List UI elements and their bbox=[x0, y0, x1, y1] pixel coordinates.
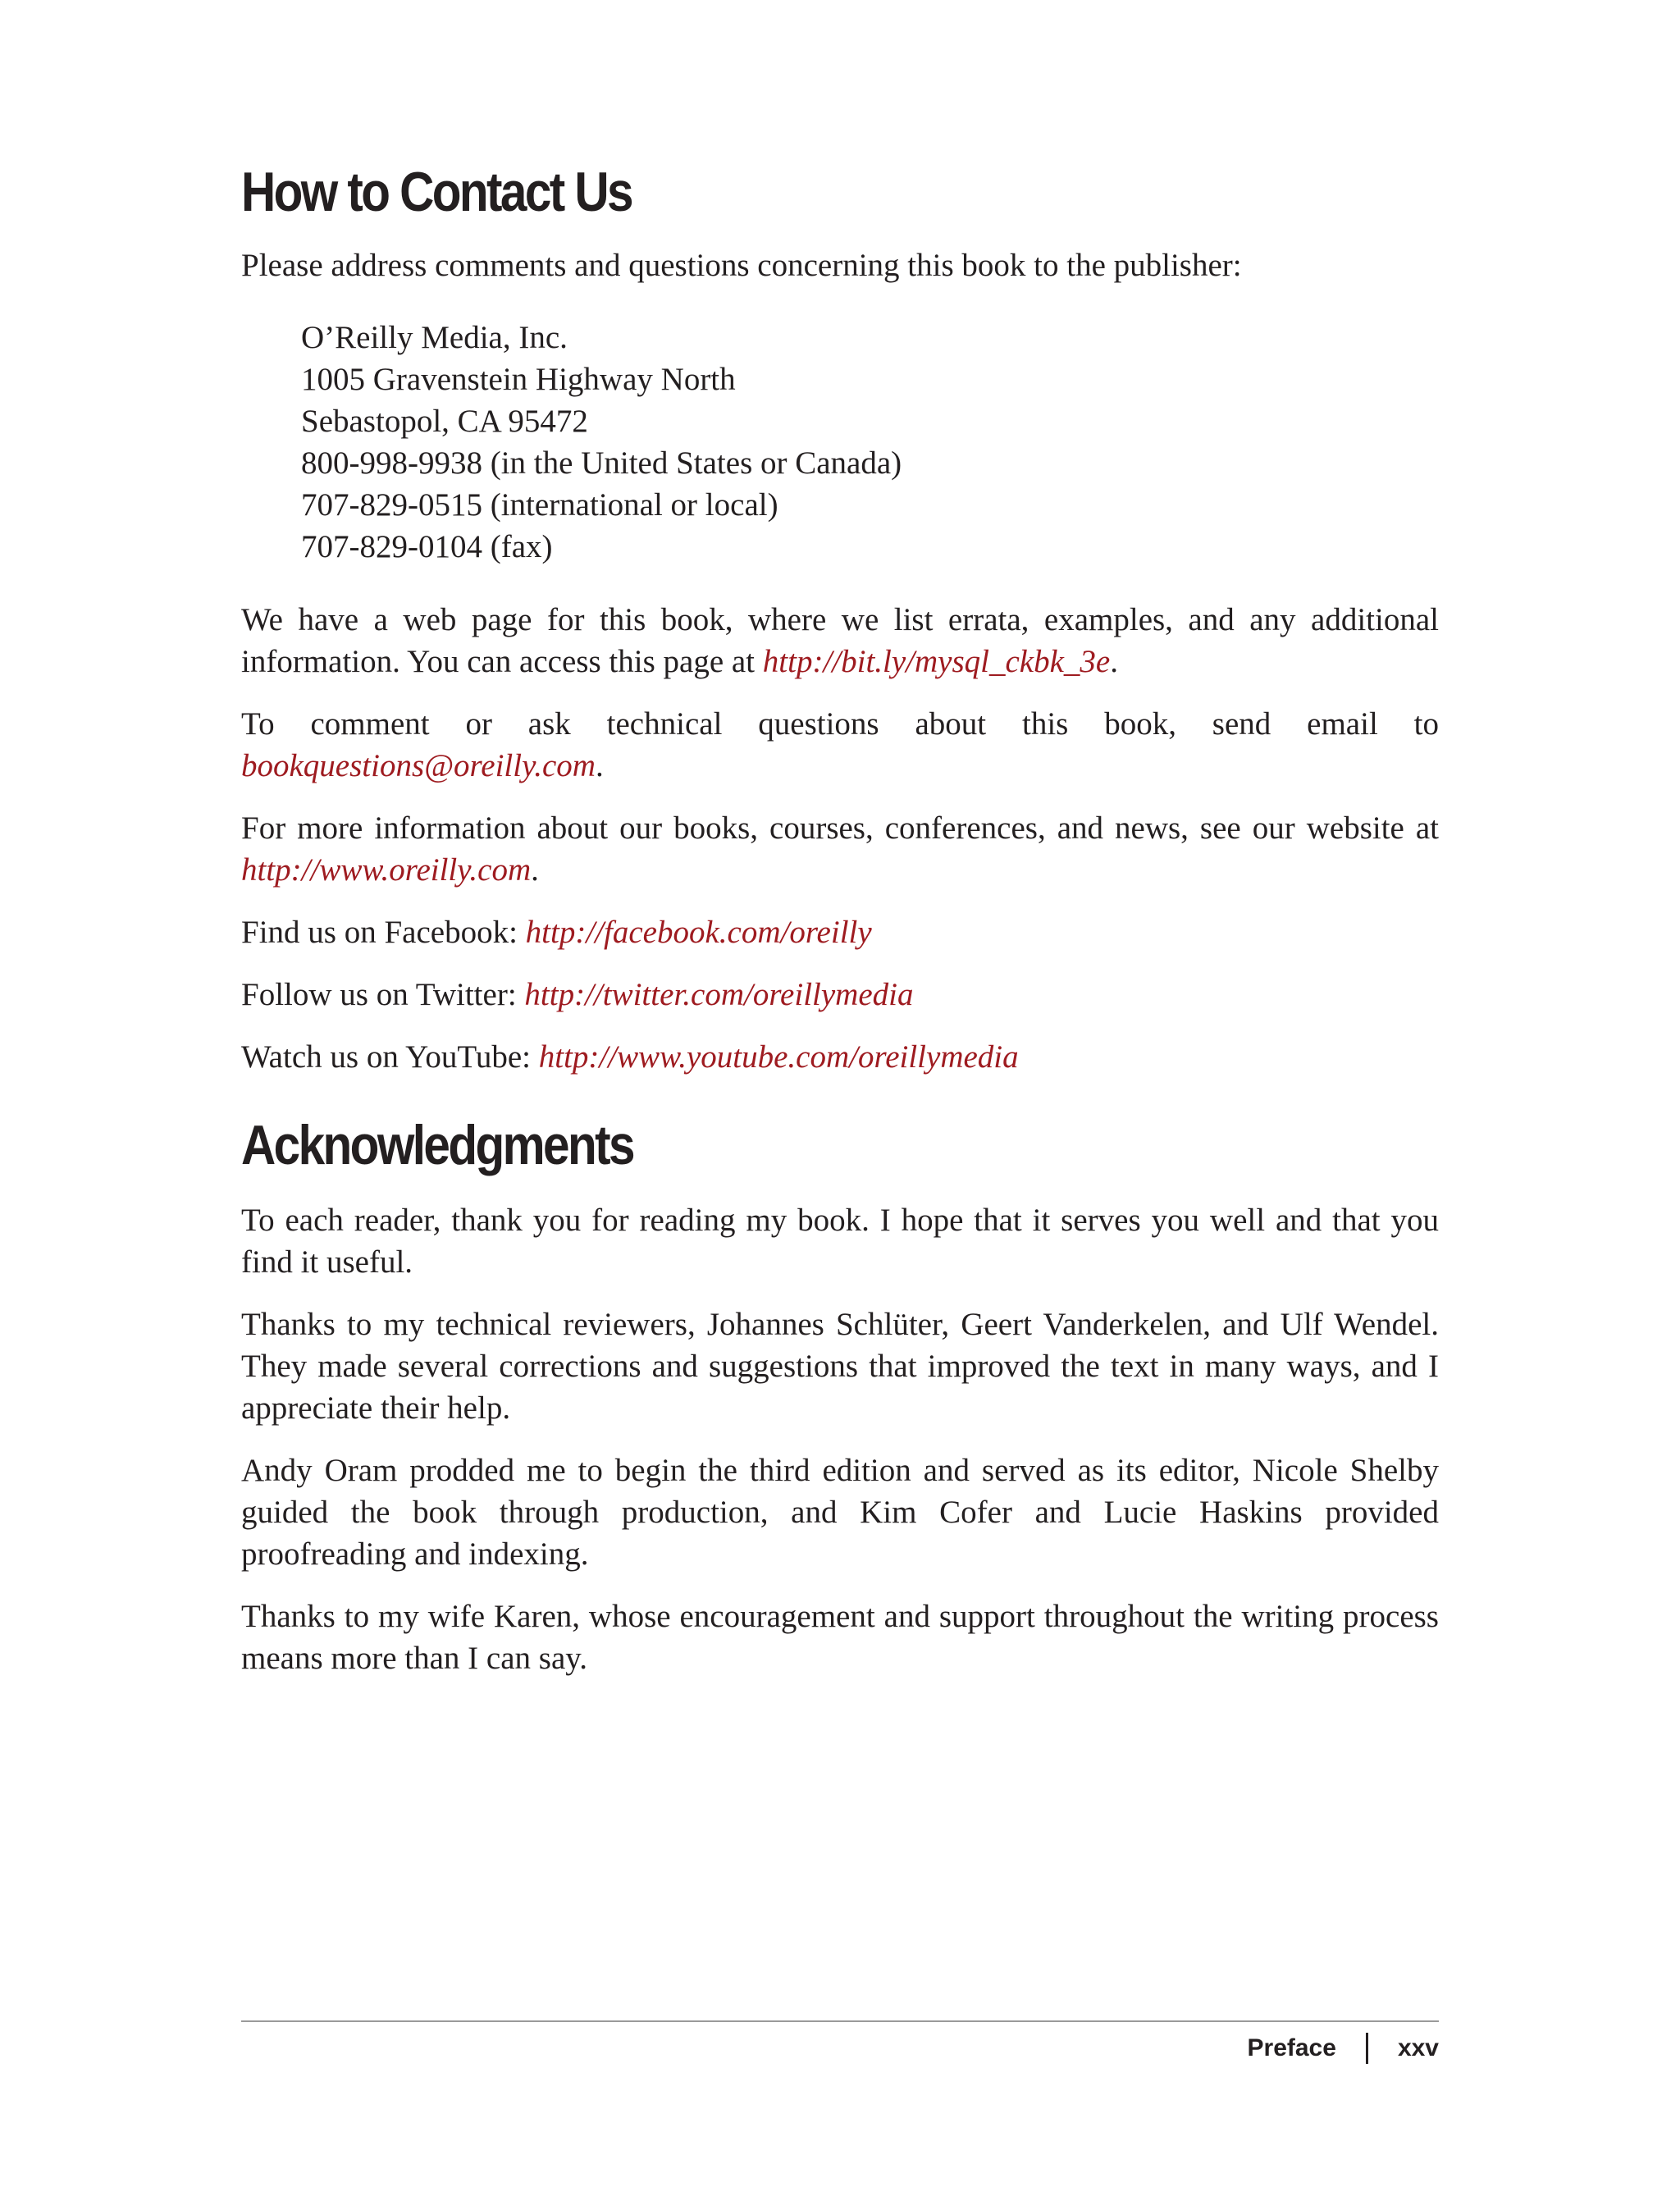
facebook-link[interactable]: http://facebook.com/oreilly bbox=[525, 915, 872, 950]
footer-divider bbox=[241, 2020, 1439, 2022]
contact-intro: Please address comments and questions concerning this book to the publisher: bbox=[241, 248, 1242, 283]
book-webpage-link[interactable]: http://bit.ly/mysql_ckbk_3e bbox=[762, 644, 1111, 679]
acknowledgment-paragraph: To each reader, thank you for reading my book. I hope that it serves you well and that you find it useful. bbox=[241, 1203, 1439, 1280]
page-number: xxv bbox=[1397, 2034, 1439, 2061]
acknowledgment-paragraph: Andy Oram prodded me to begin the third edition and served as its editor, Nicole Shelby guided the book through production, and Kim Cofer and Lucie Haskins provided proofreading and indexing. bbox=[241, 1453, 1439, 1572]
phone-line: 800-998-9938 (in the United States or Canada) bbox=[301, 445, 902, 481]
email-end: . bbox=[595, 748, 604, 783]
address-line: Sebastopol, CA 95472 bbox=[301, 404, 588, 439]
youtube-paragraph bbox=[241, 1036, 1439, 1078]
twitter-paragraph bbox=[241, 974, 1439, 1016]
phone-line: 707-829-0515 (international or local) bbox=[301, 487, 778, 523]
section-heading-acknowledgments: Acknowledgments bbox=[241, 1114, 633, 1176]
twitter-link[interactable]: http://twitter.com/oreillymedia bbox=[524, 977, 914, 1012]
page-footer bbox=[1248, 2033, 1439, 2064]
email-link[interactable]: bookquestions@oreilly.com bbox=[241, 748, 596, 783]
acknowledgment-paragraph: Thanks to my technical reviewers, Johannes Schlüter, Geert Vanderkelen, and Ulf Wendel. They made several corrections and suggestions that improved the text in many ways, and I appreciate their help. bbox=[241, 1307, 1439, 1426]
page-content bbox=[241, 161, 1439, 1700]
youtube-text: Watch us on YouTube: bbox=[241, 1039, 539, 1075]
youtube-link[interactable]: http://www.youtube.com/oreillymedia bbox=[538, 1039, 1019, 1075]
facebook-paragraph bbox=[241, 911, 1439, 953]
section-heading-contact: How to Contact Us bbox=[241, 161, 632, 223]
twitter-text: Follow us on Twitter: bbox=[241, 977, 525, 1012]
address-line: O’Reilly Media, Inc. bbox=[301, 320, 568, 355]
website-link[interactable]: http://www.oreilly.com bbox=[241, 852, 532, 888]
website-end: . bbox=[531, 852, 539, 888]
fax-line: 707-829-0104 (fax) bbox=[301, 529, 553, 564]
address-line: 1005 Gravenstein Highway North bbox=[301, 362, 736, 397]
website-paragraph bbox=[241, 807, 1439, 891]
footer-section-title: Preface bbox=[1247, 2034, 1336, 2061]
publisher-address bbox=[301, 317, 1439, 568]
email-text: To comment or ask technical questions about this book, send email to bbox=[241, 706, 1439, 742]
facebook-text: Find us on Facebook: bbox=[241, 915, 526, 950]
acknowledgment-paragraph: Thanks to my wife Karen, whose encouragement and support throughout the writing process means more than I can say. bbox=[241, 1599, 1439, 1676]
webpage-paragraph bbox=[241, 599, 1439, 682]
footer-separator bbox=[1366, 2033, 1368, 2064]
webpage-text: We have a web page for this book, where we list errata, examples, and any additional information. You can access this page at bbox=[241, 602, 1439, 679]
webpage-end: . bbox=[1110, 644, 1118, 679]
website-text: For more information about our books, courses, conferences, and news, see our website at bbox=[241, 810, 1439, 846]
email-paragraph bbox=[241, 703, 1439, 787]
